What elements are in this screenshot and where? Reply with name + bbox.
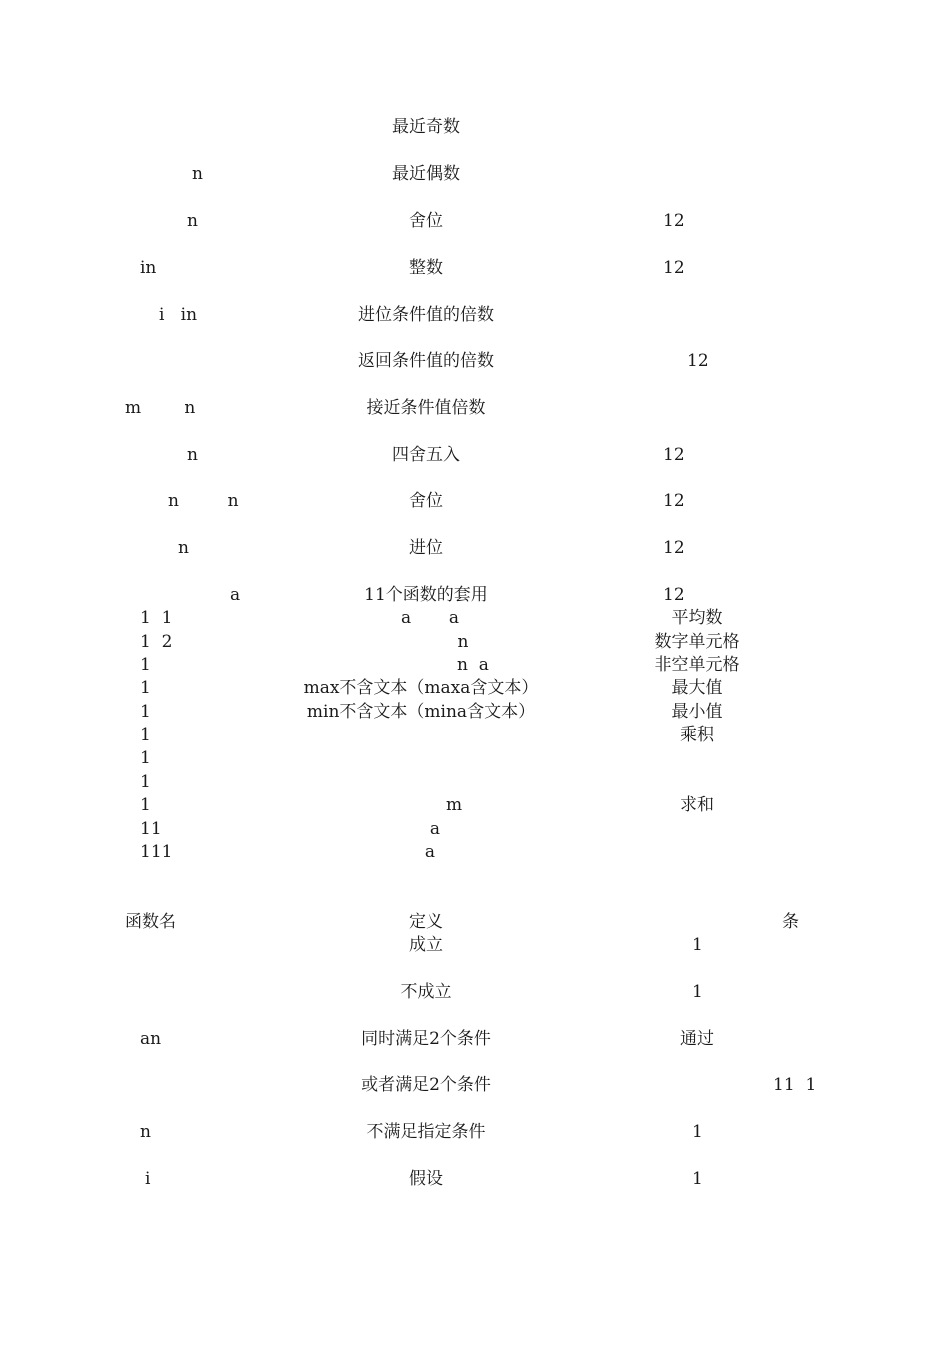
logic-row-6-example: 1	[692, 1169, 703, 1189]
row-7-description: 接近条件值倍数	[366, 398, 486, 418]
row-10-example: 12	[663, 538, 685, 558]
logic-row-6-definition: 假设	[409, 1169, 443, 1189]
row-8-function: n	[187, 445, 198, 465]
row-3-example: 12	[663, 211, 685, 231]
row-10-function: n	[178, 538, 189, 558]
subtotal-code-4: 1	[140, 678, 151, 698]
logic-header-definition: 定义	[409, 912, 443, 932]
logic-row-2-definition: 不成立	[400, 982, 452, 1002]
logic-header-name: 函数名	[125, 912, 176, 932]
subtotal-func-9: m	[445, 795, 463, 815]
row-2-function: n	[192, 164, 203, 184]
subtotal-code-5: 1	[140, 702, 151, 722]
logic-row-1-example: 1	[692, 935, 703, 955]
subtotal-code-7: 1	[140, 748, 151, 768]
subtotal-meaning-1: 平均数	[671, 608, 723, 628]
subtotal-code-1: 1 1	[140, 608, 173, 628]
logic-row-4-definition: 或者满足2个条件	[361, 1075, 491, 1095]
logic-row-3-definition: 同时满足2个条件	[361, 1029, 491, 1049]
subtotal-func-4: max不含文本（maxa含文本）	[303, 678, 539, 698]
subtotal-func-11: a	[424, 842, 436, 862]
subtotal-code-3: 1	[140, 655, 151, 675]
row-4-example: 12	[663, 258, 685, 278]
row-11-function: a	[230, 585, 241, 605]
row-1-description: 最近奇数	[392, 117, 460, 137]
logic-row-3-name: an	[140, 1029, 162, 1049]
logic-row-4-example: 11 1	[773, 1075, 817, 1095]
subtotal-code-2: 1 2	[140, 632, 173, 652]
subtotal-code-9: 1	[140, 795, 151, 815]
subtotal-code-10: 11	[140, 819, 162, 839]
logic-row-5-definition: 不满足指定条件	[366, 1122, 486, 1142]
row-3-function: n	[187, 211, 198, 231]
row-9-example: 12	[663, 491, 685, 511]
row-7-function: m n	[125, 398, 196, 418]
row-6-example: 12	[687, 351, 709, 371]
row-2-description: 最近偶数	[392, 164, 460, 184]
subtotal-meaning-3: 非空单元格	[654, 655, 740, 675]
subtotal-meaning-9: 求和	[680, 795, 714, 815]
logic-row-1-definition: 成立	[409, 935, 443, 955]
row-6-description: 返回条件值的倍数	[358, 351, 494, 371]
logic-row-2-example: 1	[692, 982, 703, 1002]
row-3-description: 舍位	[409, 211, 443, 231]
row-10-description: 进位	[409, 538, 443, 558]
subtotal-func-2: n	[457, 632, 469, 652]
logic-row-6-name: i	[145, 1169, 151, 1189]
row-5-description: 进位条件值的倍数	[358, 305, 494, 325]
subtotal-meaning-6: 乘积	[680, 725, 714, 745]
subtotal-code-8: 1	[140, 772, 151, 792]
subtotal-code-6: 1	[140, 725, 151, 745]
logic-header-condition: 条	[782, 912, 799, 932]
subtotal-func-10: a	[429, 819, 441, 839]
row-4-description: 整数	[409, 258, 443, 278]
logic-row-5-example: 1	[692, 1122, 703, 1142]
row-8-example: 12	[663, 445, 685, 465]
row-8-description: 四舍五入	[392, 445, 460, 465]
subtotal-code-11: 111	[140, 842, 173, 862]
row-11-description: 11个函数的套用	[364, 585, 488, 605]
subtotal-func-5: min不含文本（mina含文本）	[306, 702, 536, 722]
subtotal-meaning-5: 最小值	[671, 702, 723, 722]
row-9-description: 舍位	[409, 491, 443, 511]
subtotal-func-3: n a	[457, 655, 489, 675]
row-5-function: i in	[159, 305, 198, 325]
subtotal-meaning-4: 最大值	[671, 678, 723, 698]
logic-row-5-name: n	[140, 1122, 151, 1142]
row-9-function: n n	[168, 491, 239, 511]
logic-row-3-example: 通过	[680, 1029, 714, 1049]
row-11-example: 12	[663, 585, 685, 605]
subtotal-meaning-2: 数字单元格	[654, 632, 740, 652]
subtotal-func-1: a a	[400, 608, 460, 628]
row-4-function: in	[140, 258, 157, 278]
